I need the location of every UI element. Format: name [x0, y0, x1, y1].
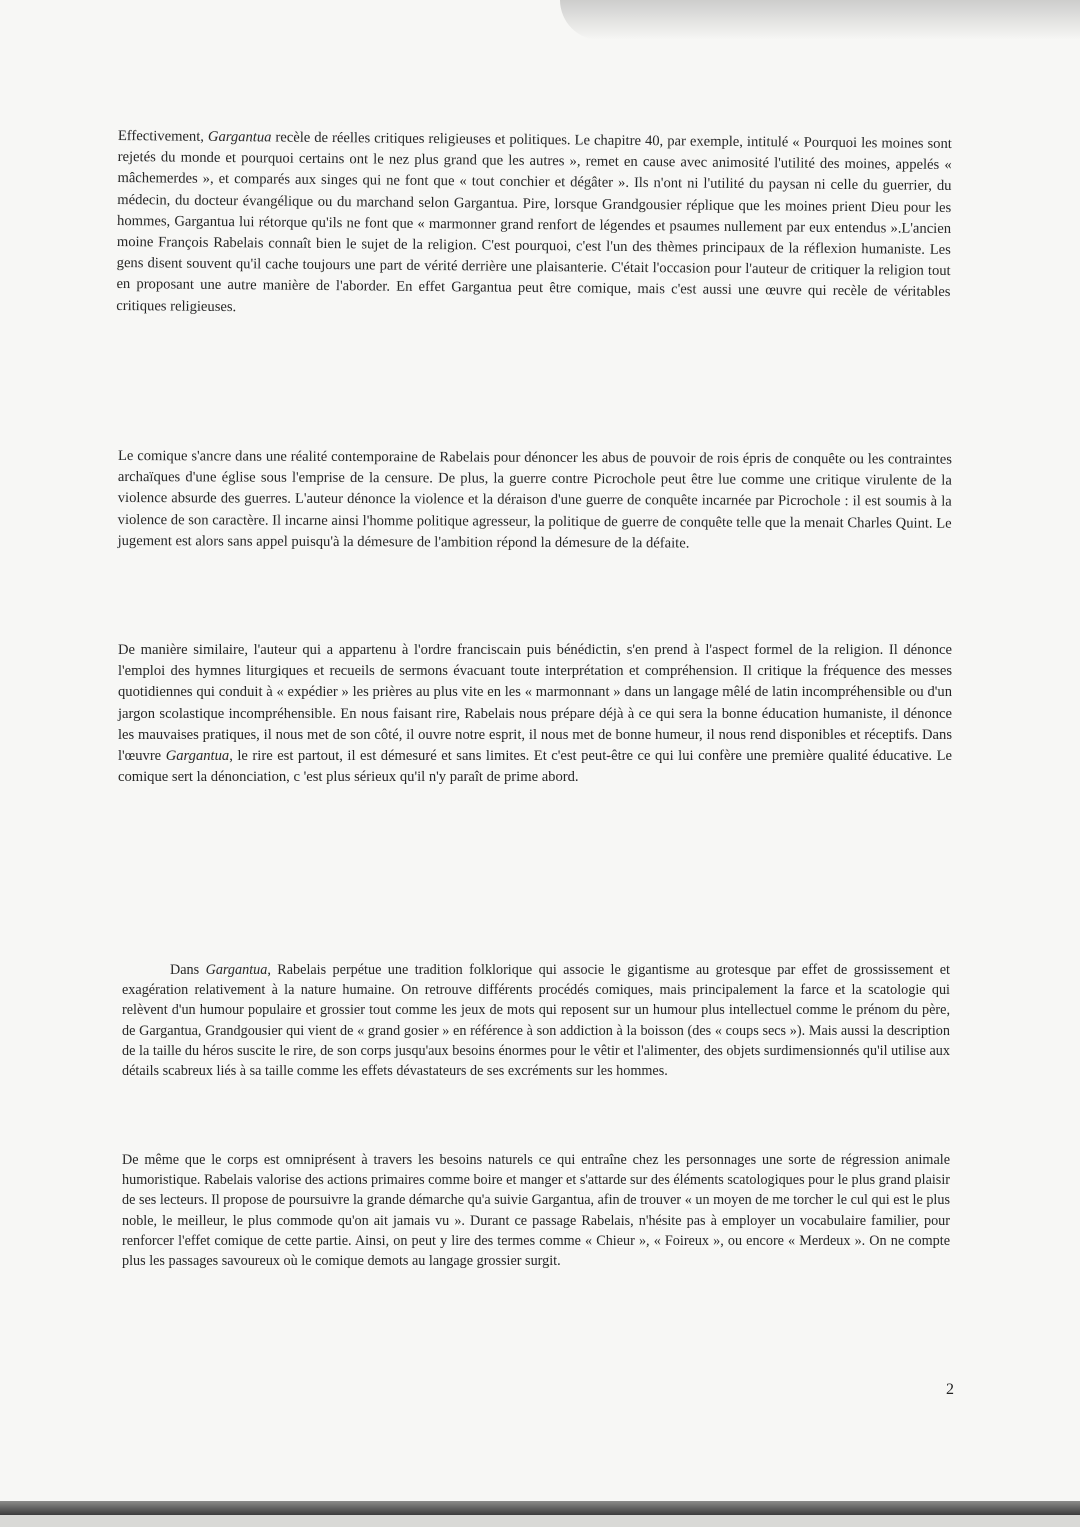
italic-title-text: Gargantua	[165, 748, 230, 765]
paragraph-text: De même que le corps est omniprésent à travers les besoins naturels ce qui entraîne chez les personnages une sorte de régression animale humoristique. Rabelais valorise des actions primaires comme boire et manger et s'attarde sur des éléments scatologiques pour le plus grand plaisir de ses lecteurs. Il propose de poursuivre la grande démarche qu'a suivie Gargantua, afin de trouver « un moyen de me torcher le cul qui est le plus noble, le meilleur, le plus commode qu'on ait jamais vu ». Durant ce passage Rabelais, n'hésite pas à employer un vocabulaire familier, pour renforcer l'effet comique de cette partie. Ainsi, on peut y lire des termes comme « Chieur », « Foireux », ou encore « Merdeux ». On ne compte plus les passages savoureux où le comique demots au langage grossier surgit.	[122, 1152, 950, 1270]
paragraph-body-scatology	[122, 1150, 950, 1271]
paragraph-religious-critique	[116, 126, 952, 325]
paper-bottom-edge	[0, 1501, 1080, 1515]
paragraph-text: , le rire est partout, il est démesuré et sans limites. Et c'est peut-être ce qui lui confère une première qualité éducative. Le comique sert la dénonciation, c 'est plus sérieux qu'il n'y paraît de prime abord.	[118, 748, 952, 786]
paragraph-gigantism-grotesque	[122, 960, 950, 1081]
italic-title-text: Gargantua	[207, 128, 272, 146]
italic-title-text: Gargantua	[205, 962, 268, 978]
paragraph-text: Effectivement,	[117, 127, 209, 145]
paragraph-text: De manière similaire, l'auteur qui a appartenu à l'ordre franciscain puis bénédictin, s'en prend à l'aspect formel de la religion. Il dénonce l'emploi des hymnes liturgiques et recueils de sermons évacuant toute interprétation et compréhension. Il critique la fréquence des messes quotidiennes qui conduit à « expédier » les prières au plus vite en les « marmonnant » dans un langage mêlé de latin incompréhensible ou d'un jargon scolastique incompréhensible. En nous faisant rire, Rabelais nous prépare déjà à ce qui sera la bonne éducation humaniste, il dénonce les mauvaises pratiques, il nous met de son côté, il ouvre notre esprit, il nous met de bonne humeur, il nous rend disponibles et réceptifs. Dans l'œuvre	[118, 642, 952, 765]
paragraph-text: Dans	[170, 962, 206, 978]
paragraph-formal-religion	[118, 640, 952, 788]
paper-shadow	[560, 0, 1080, 40]
page-number: 2	[946, 1381, 954, 1398]
paragraph-text: Le comique s'ancre dans une réalité contemporaine de Rabelais pour dénoncer les abus de pouvoir de rois épris de conquête ou les contraintes archaïques d'une église sous l'emprise de la censure. De plus, la guerre contre Picrochole peut être lue comme une critique virulente de la violence absurde des guerres. L'auteur dénonce la violence et la déraison d'une guerre de conquête incarnée par Picrochole : il est soumis à la violence de son caractère. Il incarne ainsi l'homme politique agresseur, la politique de guerre de conquête telle que la menait Charles Quint. Le jugement est alors sans appel puisqu'à la démesure de l'ambition répond la démesure de la défaite.	[117, 447, 952, 552]
paragraph-text: , Rabelais perpétue une tradition folklorique qui associe le gigantisme au grotesque par effet de grossissement et exagération relativement à la nature humaine. On retrouve différents procédés comiques, mais principalement la farce et la scatologie qui relèvent d'un humour populaire et grossier tout comme les jeux de mots qui reposent sur un humour plus intellectuel comme le prénom du père, de Gargantua, Grandgousier qui vient de « grand gosier » en référence à son addiction à la boisson (des « coups secs »). Mais aussi la description de la taille du héros suscite le rire, de son corps jusqu'aux besoins énormes pour le vêtir et l'alimenter, des objets surdimensionnés qu'il utilise aux détails scabreux liés à sa taille comme les effets dévastateurs de ses excréments sur les hommes.	[122, 962, 950, 1080]
paragraph-text: recèle de réelles critiques religieuses et politiques. Le chapitre 40, par exemple, intitulé « Pourquoi les moines sont rejetés du monde et pourquoi certains ont le nez plus grand que les autres », remet en cause avec animosité l'utilité des moines, appelés « mâchemerdes », et comparés aux singes qui ne font que « tout conchier et dégâter ». Ils n'ont ni l'utilité du paysan ni celle du guerrier, du médecin, du docteur évangélique ou du marchand selon Gargantua. Pire, lorsque Grandgousier réplique que les moines prient Dieu pour les hommes, Gargantua lui rétorque qu'ils ne font que « marmonner grand renfort de légendes et psaumes nullement par eux entendus ».L'ancien moine François Rabelais connaît bien le sujet de la religion. C'est pourquoi, c'est l'un des thèmes principaux de la réflexion humaniste. Les gens disent souvent qu'il cache toujours une part de vérité derrière une plaisanterie. C'était l'occasion pour l'auteur de critiquer la religion tout en proposant une autre manière de l'aborder. En effet Gargantua peut être comique, mais c'est aussi une œuvre qui recèle de véritables critiques religieuses.	[116, 129, 952, 315]
paragraph-political-critique	[118, 446, 952, 556]
